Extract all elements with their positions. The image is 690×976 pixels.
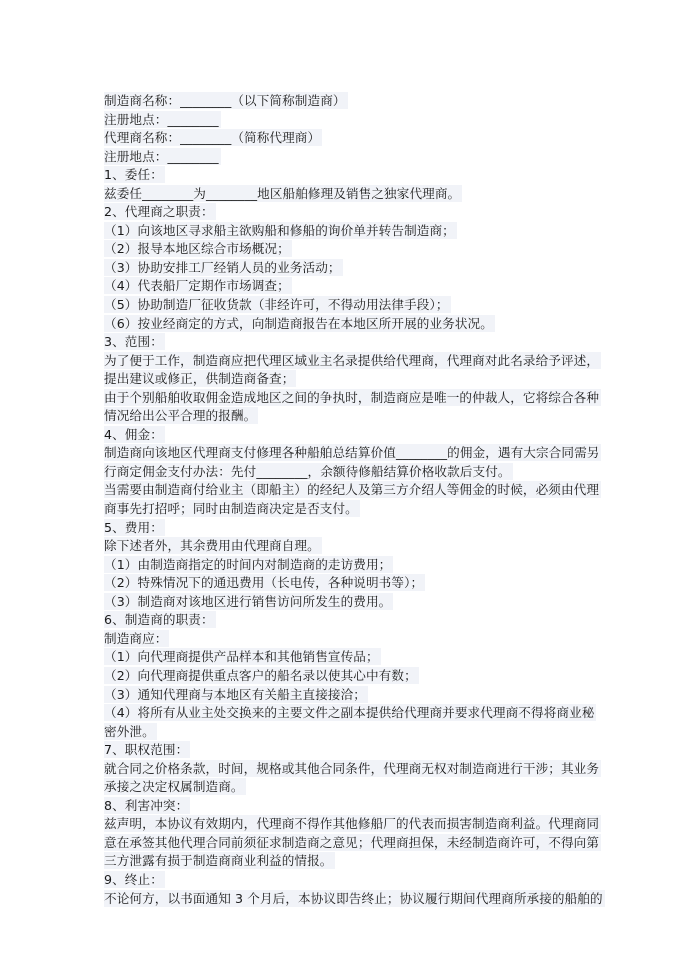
paragraph-line: 意在承签其他代理合同前须征求制造商之意见；代理商担保，未经制造商许可，不得向第 (104, 834, 600, 850)
list-item: （6）按业经商定的方式，向制造商报告在本地区所开展的业务状况。 (104, 315, 493, 331)
list-item: （1）向代理商提供产品样本和其他销售宣传品； (104, 649, 379, 665)
paragraph-line: 密外泄。 (104, 723, 155, 739)
section-heading-conflict-of-interest: 8、利害冲突： (104, 797, 189, 813)
list-item: （3）通知代理商与本地区有关船主直接接洽； (104, 686, 366, 702)
section-heading-commission: 4、佣金： (104, 426, 163, 442)
paragraph-line: 情况给出公平合理的报酬。 (104, 408, 257, 424)
paragraph-line: 制造商向该地区代理商支付修理各种船舶总结算价值________的佣金，遇有大宗合同需另 (104, 445, 600, 461)
section-heading-authority-scope: 7、职权范围： (104, 742, 189, 758)
paragraph-line: 由于个别船舶收取佣金造成地区之间的争执时，制造商应是唯一的仲裁人，它将综合各种 (104, 389, 600, 405)
section-heading-termination: 9、终止： (104, 871, 163, 887)
paragraph-line: 为了便于工作，制造商应把代理区域业主名录提供给代理商，代理商对此名录给予评述， (104, 352, 600, 368)
list-item: （3）协助安排工厂经销人员的业务活动； (104, 259, 341, 275)
paragraph-line: 商事先打招呼；同时由制造商决定是否支付。 (104, 501, 358, 517)
paragraph-line: 提出建议或修正，供制造商备查； (104, 371, 295, 387)
paragraph-line: 除下述者外，其余费用由代理商自理。 (104, 538, 320, 554)
paragraph-line: 三方泄露有损于制造商商业利益的情报。 (104, 853, 333, 869)
field-manufacturer-name: 制造商名称：________（以下简称制造商） (104, 93, 346, 108)
document-page (104, 92, 603, 908)
paragraph-line: 就合同之价格条款，时间，规格或其他合同条件，代理商无权对制造商进行干涉；其业务 (104, 760, 600, 776)
section-heading-agent-duties: 2、代理商之职责： (104, 204, 214, 220)
paragraph-line: 兹声明，本协议有效期内，代理商不得作其他修船厂的代表而损害制造商利益。代理商同 (104, 816, 600, 832)
list-item: （1）向该地区寻求船主欲购船和修船的询价单并转告制造商； (104, 222, 455, 238)
list-item: （2）向代理商提供重点客户的船名录以使其心中有数； (104, 667, 417, 683)
paragraph-line: 行商定佣金支付办法：先付________，余额待修船结算价格收款后支付。 (104, 463, 511, 479)
section-heading-appointment: 1、委任： (104, 167, 163, 183)
paragraph-line: 兹委任________为________地区船舶修理及销售之独家代理商。 (104, 185, 461, 201)
list-item: （3）制造商对该地区进行销售访问所发生的费用。 (104, 593, 392, 609)
section-heading-scope: 3、范围： (104, 334, 163, 350)
list-item: （1）由制造商指定的时间内对制造商的走访费用； (104, 556, 392, 572)
paragraph-line: 制造商应： (104, 630, 168, 646)
paragraph-line: 当需要由制造商付给业主（即船主）的经纪人及第三方介绍人等佣金的时候，必须由代理 (104, 482, 600, 498)
field-manufacturer-registered-address: 注册地点：________ (104, 111, 219, 127)
section-heading-manufacturer-duties: 6、制造商的职责： (104, 612, 214, 628)
list-item: （4）将所有从业主处交换来的主要文件之副本提供给代理商并要求代理商不得将商业秘 (104, 705, 595, 721)
list-item: （2）报导本地区综合市场概况； (104, 241, 290, 257)
field-agent-registered-address: 注册地点：________ (104, 148, 219, 164)
field-agent-name: 代理商名称：________（简称代理商） (104, 130, 321, 146)
section-heading-expenses: 5、费用： (104, 519, 163, 535)
paragraph-line: 不论何方，以书面通知 3 个月后，本协议即告终止；协议履行期间代理商所承接的船舶的 (104, 890, 603, 906)
list-item: （5）协助制造厂征收货款（非经许可，不得动用法律手段）； (104, 297, 449, 313)
paragraph-line: 承接之决定权属制造商。 (104, 779, 244, 795)
list-item: （2）特殊情况下的通迅费用（长电传，各种说明书等）； (104, 575, 424, 591)
list-item: （4）代表船厂定期作市场调查； (104, 278, 290, 294)
